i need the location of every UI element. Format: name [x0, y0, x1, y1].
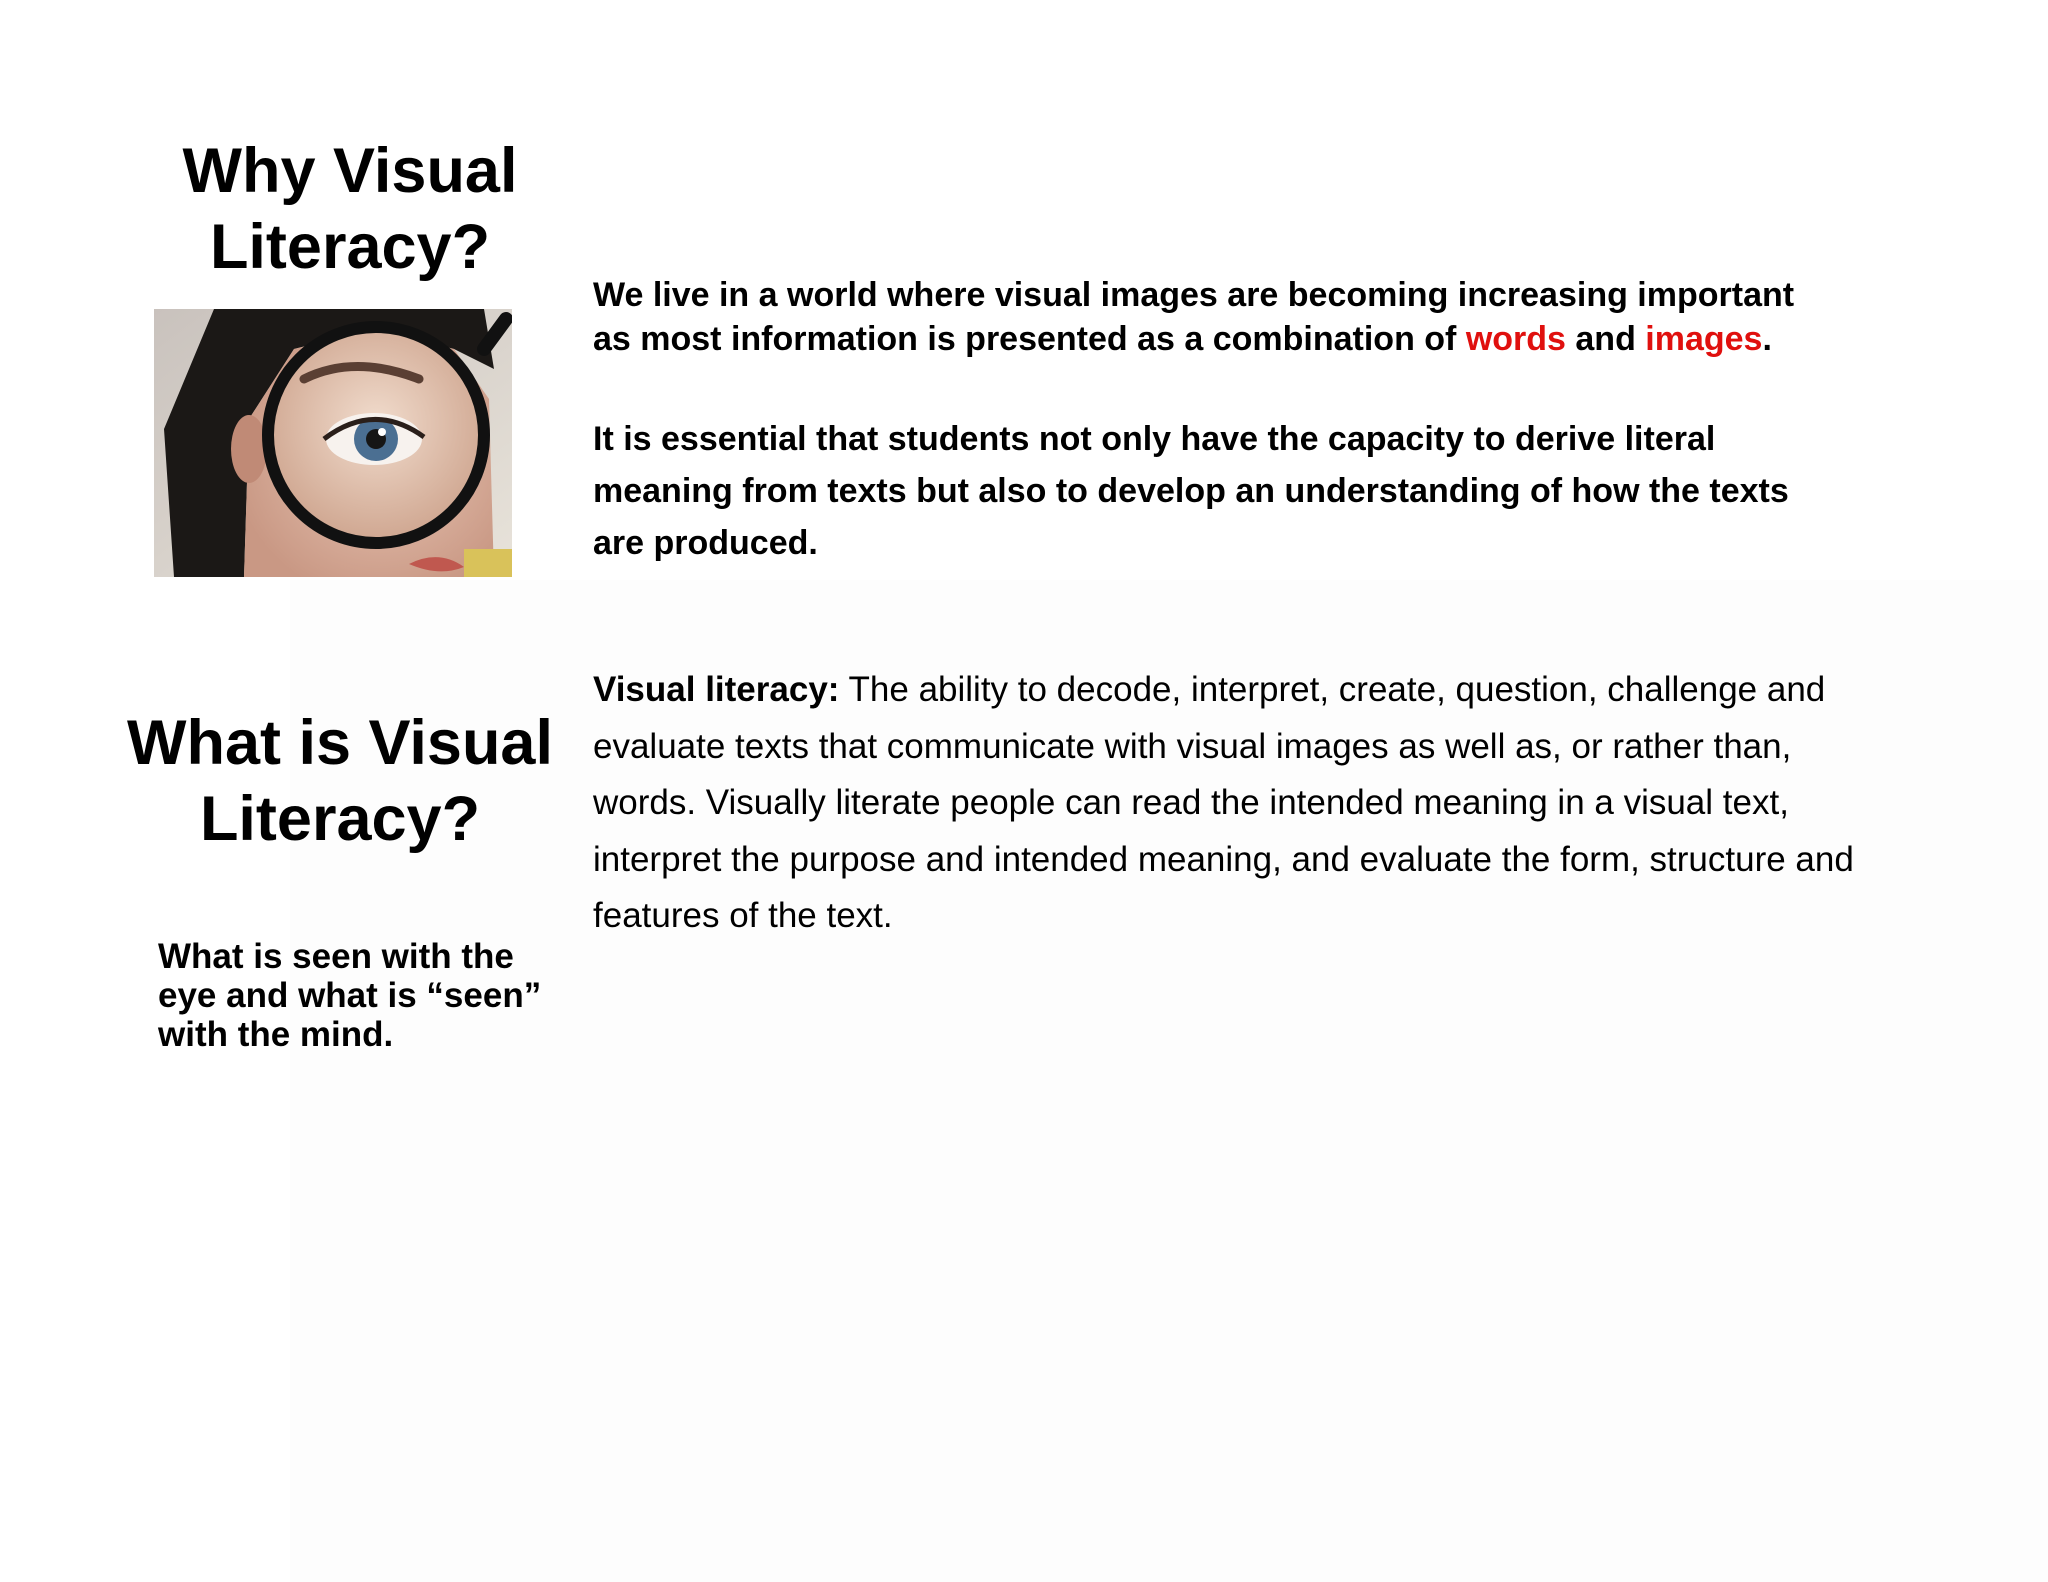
why-heading-line1: Why Visual — [182, 136, 518, 206]
highlight-images: images — [1645, 320, 1763, 358]
visual-literacy-definition — [593, 662, 1883, 945]
why-visual-literacy-heading — [130, 134, 570, 285]
highlight-words: words — [1465, 320, 1566, 358]
definition-term: Visual literacy: — [593, 670, 840, 709]
intro-text-middle: and — [1565, 320, 1646, 358]
why-intro-paragraph — [593, 273, 1823, 361]
intro-text-start: We live in a world where visual images are becoming increasing important as most information is presented as a combination of — [593, 276, 1795, 358]
seen-with-mind-caption: What is seen with the eye and what is “seen” with the mind. — [158, 937, 542, 1054]
magnifying-glass-eye-photo — [154, 309, 512, 577]
intro-text-end: . — [1762, 320, 1772, 358]
essential-paragraph: It is essential that students not only have the capacity to derive literal meaning from texts but also to develop an understanding of how the texts are produced. — [593, 420, 1789, 562]
what-heading-line2: Literacy? — [199, 783, 481, 854]
what-heading-line1: What is Visual — [127, 708, 553, 778]
what-is-visual-literacy-heading — [110, 706, 570, 857]
why-heading-line2: Literacy? — [209, 211, 491, 282]
definition-text: The ability to decode, interpret, create, question, challenge and evaluate texts that communicate with visual images as well as, or rather than, words. Visually literate people can read the intended meaning in a visual text, interpret the purpose and intended meaning, and evaluate the form, structure and features of the text. — [593, 670, 1854, 935]
